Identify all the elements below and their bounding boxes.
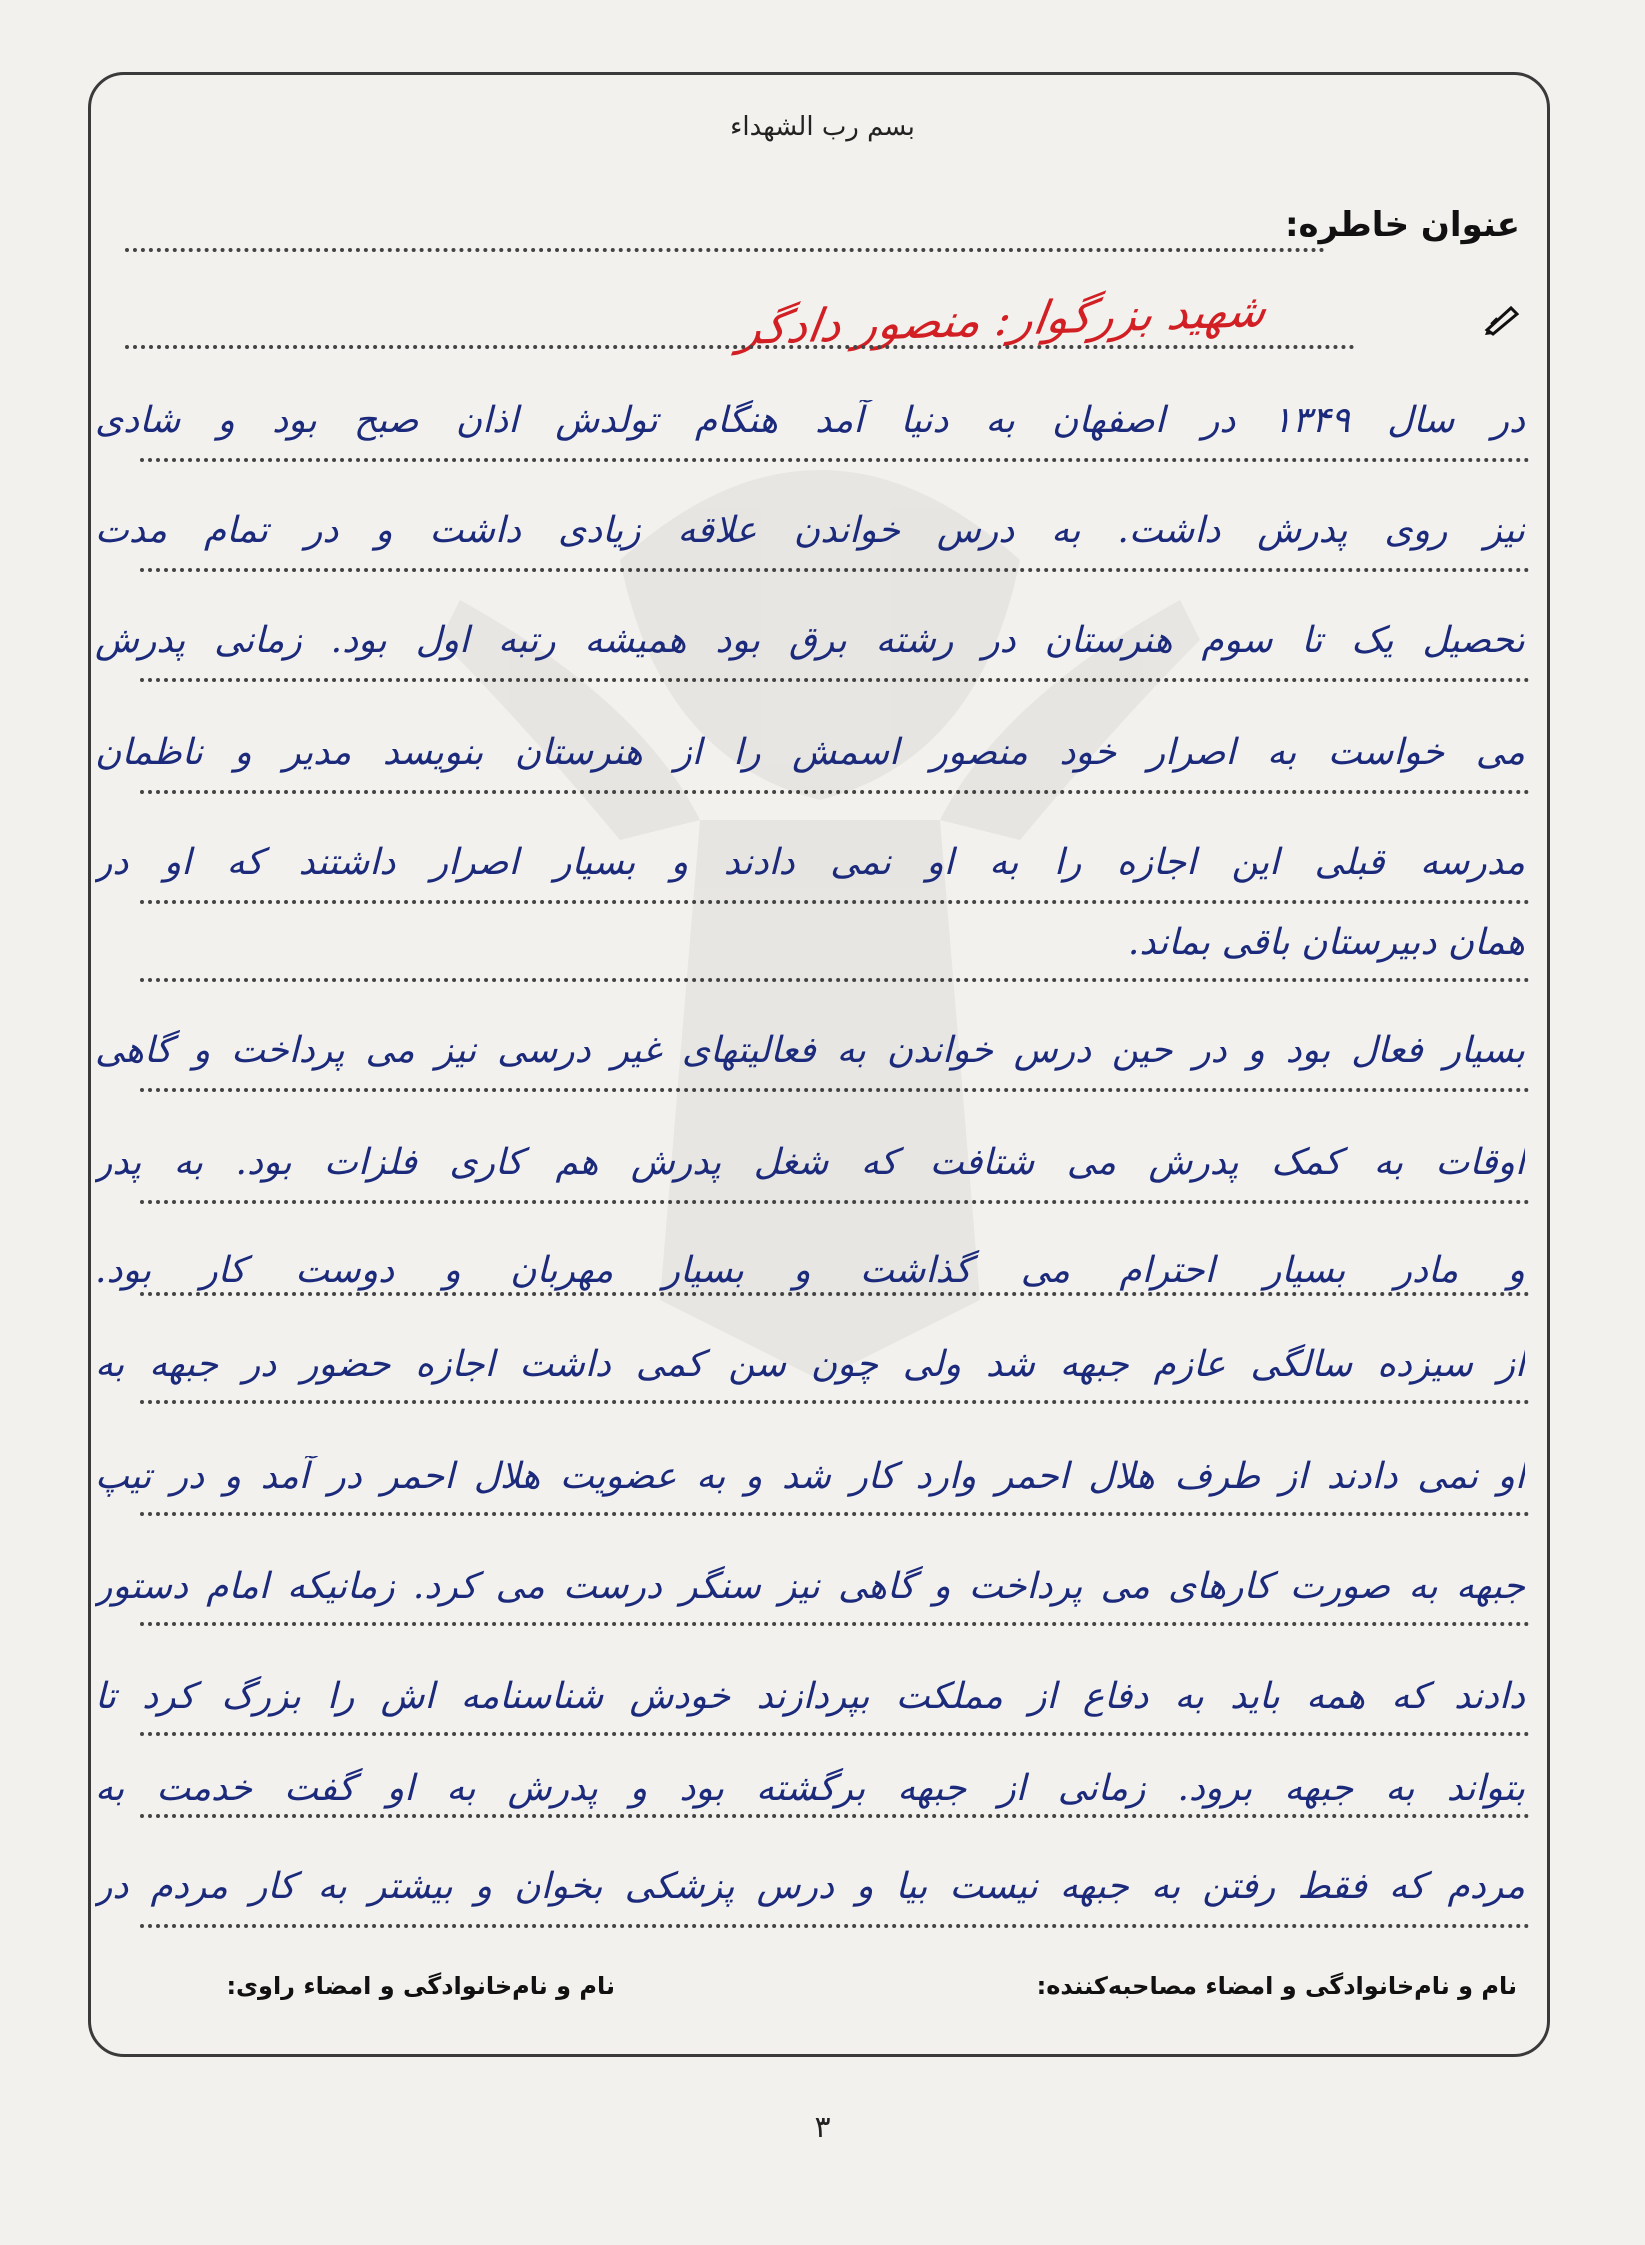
memory-title-label: عنوان خاطره: [1284,205,1520,245]
memory-title-value: شهید بزرگوار: منصور دادگر [736,282,1271,356]
interviewer-signature-label: نام و نام‌خانوادگی و امضاء مصاحبه‌کننده: [1036,1972,1517,2000]
dotted-line [140,790,1530,794]
body-line: همان دبیرستان باقی بماند. [1127,922,1525,963]
dotted-line [140,1622,1530,1626]
dotted-line [140,1200,1530,1204]
body-line: تحصیل یک تا سوم هنرستان در رشته برق بود همیشه رتبه اول بود. زمانی پدرش [95,620,1525,661]
body-line: بتواند به جبهه برود. زمانی از جبهه برگشته بود و پدرش به او گفت خدمت به [95,1768,1525,1809]
dotted-line [140,900,1530,904]
body-line: مردم که فقط رفتن به جبهه نیست بیا و درس پزشکی بخوان و بیشتر به کار مردم در [95,1866,1525,1907]
body-line: اوقات به کمک پدرش می شتافت که شغل پدرش هم کاری فلزات بود. به پدر [95,1142,1525,1183]
dotted-line [140,458,1530,462]
dotted-line [140,568,1530,572]
dotted-line [140,978,1530,982]
dotted-line [140,1814,1530,1818]
body-line: جبهه به صورت کارهای می پرداخت و گاهی نیز سنگر درست می کرد. زمانیکه امام دستور [95,1566,1525,1607]
dotted-line [140,1400,1530,1404]
body-line: از سیزده سالگی عازم جبهه شد ولی چون سن کمی داشت اجازه حضور در جبهه به [95,1344,1525,1385]
body-line: او نمی دادند از طرف هلال احمر وارد کار شد و به عضویت هلال احمر در آمد و در تیپ [95,1456,1525,1497]
body-line: می خواست به اصرار خود منصور اسمش را از هنرستان بنویسد مدیر و ناظمان [95,732,1525,773]
signature-footer [0,1972,1645,2022]
dotted-line [140,1924,1530,1928]
dotted-line [140,1088,1530,1092]
narrator-signature-label: نام و نام‌خانوادگی و امضاء راوی: [226,1972,615,2000]
body-line: نیز روی پدرش داشت. به درس خواندن علاقه زیادی داشت و در تمام مدت [95,510,1525,551]
body-line: دادند که همه باید به دفاع از مملکت بپردازند خودش شناسنامه اش را بزرگ کرد تا [95,1676,1525,1717]
dotted-line [140,678,1530,682]
bismillah-header: بسم رب الشهداء [730,112,915,142]
dotted-line [140,1512,1530,1516]
dotted-line [140,1732,1530,1736]
body-line: بسیار فعال بود و در حین درس خواندن به فعالیتهای غیر درسی نیز می پرداخت و گاهی [95,1030,1525,1071]
dotted-line [140,1292,1530,1296]
body-line: مدرسه قبلی این اجازه را به او نمی دادند و بسیار اصرار داشتند که او در [95,842,1525,883]
body-line: در سال ۱۳۴۹ در اصفهان به دنیا آمد هنگام تولدش اذان صبح بود و شادی [95,400,1525,441]
body-line: و مادر بسیار احترام می گذاشت و بسیار مهربان و دوست کار بود. [95,1250,1525,1291]
page-number: ۳ [814,2110,831,2145]
